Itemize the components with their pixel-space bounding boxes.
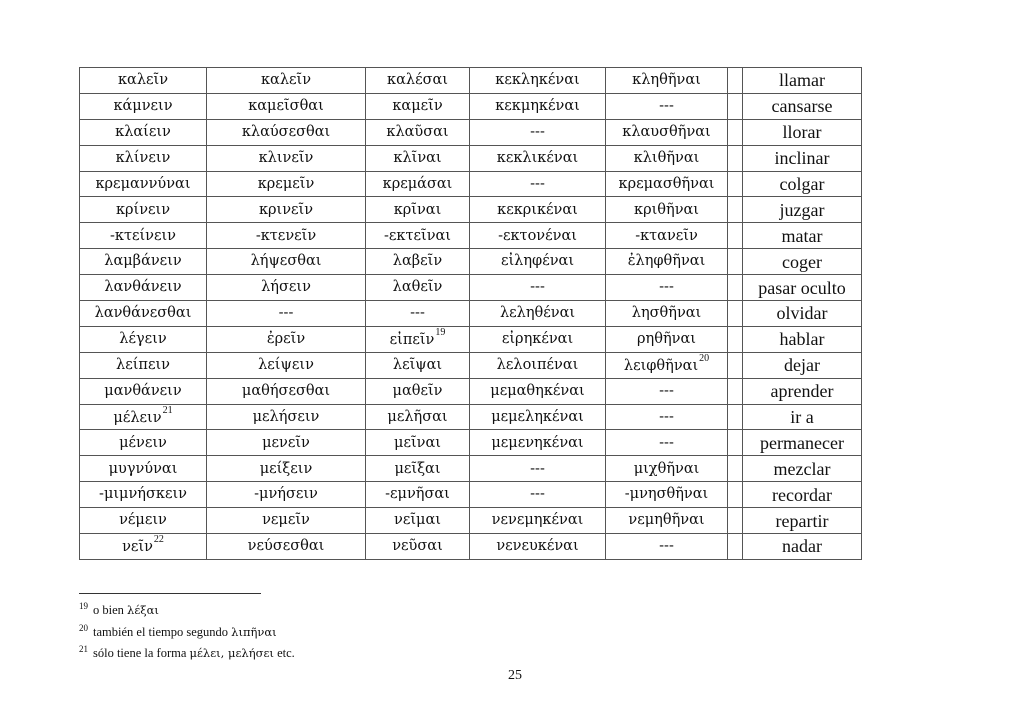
empty-cell (728, 482, 743, 508)
aorist-passive-infinitive-cell (606, 378, 728, 404)
empty-cell (728, 378, 743, 404)
future-infinitive-cell (207, 326, 366, 352)
cell-text: μαθεῖν (392, 382, 443, 399)
empty-cell (728, 171, 743, 197)
perfect-infinitive-cell (470, 326, 606, 352)
table-row (80, 275, 862, 301)
empty-cell (728, 197, 743, 223)
cell-text: καλεῖν (260, 72, 312, 89)
table-row (80, 456, 862, 482)
empty-cell (728, 326, 743, 352)
present-infinitive-cell (80, 171, 207, 197)
footnotes (79, 598, 295, 663)
future-infinitive-cell (207, 301, 366, 327)
cell-text: aprender (770, 381, 834, 402)
cell-text: καμεῖν (392, 98, 443, 115)
cell-text: κλαῦσαι (386, 123, 449, 140)
footnote-ref[interactable]: 22 (153, 534, 164, 546)
spanish-meaning-cell (743, 378, 862, 404)
aorist-passive-infinitive-cell (606, 301, 728, 327)
table-row (80, 223, 862, 249)
cell-text: μανθάνειν (104, 382, 182, 399)
cell-text: mezclar (773, 458, 831, 479)
cell-text: λήσειν (261, 279, 311, 296)
present-infinitive-cell (80, 249, 207, 275)
perfect-infinitive-cell (470, 68, 606, 94)
cell-text: κριθῆναι (634, 201, 699, 218)
cell-text: νεύσεσθαι (247, 538, 325, 555)
cell-text: μεῖναι (394, 434, 441, 451)
present-infinitive-cell (80, 508, 207, 534)
footnote-number: 21 (79, 644, 88, 655)
spanish-meaning-cell (743, 68, 862, 94)
cell-text: pasar oculto (758, 277, 846, 298)
aorist-infinitive-cell (366, 430, 470, 456)
cell-text: νεμηθῆναι (628, 512, 705, 529)
footnote-text: también el tiempo segundo (93, 624, 229, 639)
present-infinitive-cell (80, 430, 207, 456)
cell-text: llamar (779, 70, 825, 91)
aorist-passive-infinitive-cell (606, 352, 728, 378)
future-infinitive-cell (207, 93, 366, 119)
footnote-20 (79, 620, 295, 642)
table-row (80, 119, 862, 145)
perfect-infinitive-cell (470, 534, 606, 560)
empty-cell (728, 145, 743, 171)
cell-text: κλινεῖν (258, 149, 314, 166)
cell-text: colgar (779, 174, 825, 194)
aorist-passive-infinitive-cell (606, 223, 728, 249)
cell-text: κεκληκέναι (495, 72, 580, 89)
perfect-infinitive-cell (470, 508, 606, 534)
cell-text: --- (659, 279, 674, 296)
footnote-21 (79, 641, 295, 663)
future-infinitive-cell (207, 223, 366, 249)
empty-cell (728, 275, 743, 301)
cell-text: καμεῖσθαι (248, 98, 324, 115)
aorist-infinitive-cell (366, 275, 470, 301)
cell-text: -μνήσειν (254, 486, 318, 503)
spanish-meaning-cell (743, 508, 862, 534)
cell-text: μιχθῆναι (633, 460, 700, 477)
empty-cell (728, 249, 743, 275)
future-infinitive-cell (207, 508, 366, 534)
cell-text: permanecer (760, 432, 844, 453)
aorist-passive-infinitive-cell (606, 171, 728, 197)
cell-text: recordar (772, 484, 832, 505)
aorist-passive-infinitive-cell (606, 197, 728, 223)
cell-text: repartir (775, 510, 829, 531)
cell-text: κάμνειν (113, 98, 173, 115)
perfect-infinitive-cell (470, 482, 606, 508)
aorist-infinitive-cell (366, 68, 470, 94)
cell-text: κρεμάσαι (382, 175, 453, 192)
cell-text: --- (410, 305, 425, 322)
future-infinitive-cell (207, 145, 366, 171)
present-infinitive-cell (80, 197, 207, 223)
cell-text: κρεμεῖν (257, 175, 315, 192)
empty-cell (728, 404, 743, 430)
cell-text: ἐληφθῆναι (627, 253, 706, 270)
cell-text: coger (782, 251, 822, 272)
empty-cell (728, 534, 743, 560)
present-infinitive-cell (80, 275, 207, 301)
empty-cell (728, 93, 743, 119)
empty-cell (728, 301, 743, 327)
future-infinitive-cell (207, 404, 366, 430)
cell-text: μείξειν (259, 460, 313, 477)
present-infinitive-cell (80, 456, 207, 482)
aorist-passive-infinitive-cell (606, 326, 728, 352)
spanish-meaning-cell (743, 119, 862, 145)
empty-cell (728, 430, 743, 456)
cell-text: -κτανεῖν (635, 227, 698, 244)
present-infinitive-cell (80, 223, 207, 249)
cell-text: -εκτεῖναι (384, 227, 451, 244)
table-row (80, 93, 862, 119)
cell-text: μυγνύναι (108, 460, 178, 477)
aorist-passive-infinitive-cell (606, 430, 728, 456)
aorist-passive-infinitive-cell (606, 93, 728, 119)
cell-text: μεμενηκέναι (491, 434, 584, 451)
cell-text: μενεῖν (262, 434, 310, 451)
cell-text: κλίνειν (115, 149, 171, 166)
empty-cell (728, 352, 743, 378)
cell-text: nadar (782, 536, 822, 557)
spanish-meaning-cell (743, 249, 862, 275)
cell-text: --- (659, 382, 674, 399)
table-row (80, 378, 862, 404)
cell-text: ir a (790, 407, 814, 428)
cell-text: λείψειν (258, 356, 314, 373)
perfect-infinitive-cell (470, 352, 606, 378)
cell-text: -εμνῆσαι (385, 486, 450, 503)
cell-text: --- (659, 408, 674, 425)
table-row (80, 508, 862, 534)
cell-text: κλιθῆναι (633, 149, 700, 166)
perfect-infinitive-cell (470, 456, 606, 482)
cell-text: νεῦσαι (392, 538, 443, 555)
cell-text: νενευκέναι (496, 538, 579, 555)
aorist-passive-infinitive-cell (606, 68, 728, 94)
cell-text: εἰρηκέναι (501, 331, 574, 348)
present-infinitive-cell (80, 68, 207, 94)
cell-text: λέγειν (119, 331, 167, 348)
cell-text: μεῖξαι (394, 460, 441, 477)
cell-text: μελήσειν (252, 408, 320, 425)
cell-text: -μνησθῆναι (624, 486, 709, 503)
cell-text: κεκλικέναι (496, 149, 579, 166)
future-infinitive-cell (207, 249, 366, 275)
footnote-greek: λιπῆναι (231, 624, 277, 639)
cell-text: --- (530, 123, 545, 140)
cell-text: λαμβάνειν (104, 253, 182, 270)
future-infinitive-cell (207, 352, 366, 378)
future-infinitive-cell (207, 119, 366, 145)
aorist-infinitive-cell (366, 326, 470, 352)
aorist-infinitive-cell (366, 508, 470, 534)
cell-text: λανθάνειν (104, 279, 182, 296)
table-row (80, 352, 862, 378)
future-infinitive-cell (207, 275, 366, 301)
empty-cell (728, 68, 743, 94)
cell-text: llorar (782, 122, 822, 143)
table-row (80, 171, 862, 197)
cell-text: κλαύσεσθαι (241, 123, 331, 140)
aorist-infinitive-cell (366, 223, 470, 249)
cell-text: κλαίειν (115, 123, 171, 140)
footnote-text: sólo tiene la forma (93, 646, 187, 661)
perfect-infinitive-cell (470, 301, 606, 327)
aorist-passive-infinitive-cell (606, 145, 728, 171)
future-infinitive-cell (207, 171, 366, 197)
perfect-infinitive-cell (470, 93, 606, 119)
aorist-infinitive-cell (366, 145, 470, 171)
footnote-number: 19 (79, 601, 88, 611)
cell-text: λειφθῆναι (623, 357, 699, 374)
present-infinitive-cell (80, 301, 207, 327)
cell-text: juzgar (779, 199, 825, 220)
footnote-divider (79, 593, 261, 594)
spanish-meaning-cell (743, 197, 862, 223)
aorist-infinitive-cell (366, 534, 470, 560)
spanish-meaning-cell (743, 456, 862, 482)
cell-text: λεληθέναι (499, 305, 576, 322)
aorist-passive-infinitive-cell (606, 119, 728, 145)
cell-text: λείπειν (116, 356, 170, 373)
aorist-infinitive-cell (366, 301, 470, 327)
cell-text: λελοιπέναι (496, 356, 579, 373)
cell-text: κρεμαννύναι (95, 175, 191, 192)
cell-text: --- (278, 305, 294, 322)
cell-text: καλέσαι (387, 72, 448, 89)
spanish-meaning-cell (743, 430, 862, 456)
aorist-infinitive-cell (366, 93, 470, 119)
future-infinitive-cell (207, 197, 366, 223)
aorist-infinitive-cell (366, 119, 470, 145)
cell-text: inclinar (774, 148, 830, 169)
cell-text: λησθῆναι (631, 305, 702, 322)
footnote-greek: μέλει, μελήσει (189, 646, 274, 661)
cell-text: καλεῖν (117, 72, 169, 89)
perfect-infinitive-cell (470, 145, 606, 171)
table-row (80, 430, 862, 456)
present-infinitive-cell (80, 93, 207, 119)
spanish-meaning-cell (743, 145, 862, 171)
cell-text: μένειν (119, 434, 167, 451)
cell-text: cansarse (771, 96, 833, 117)
cell-text: dejar (784, 355, 820, 376)
perfect-infinitive-cell (470, 430, 606, 456)
cell-text: --- (530, 486, 545, 503)
table-row (80, 534, 862, 560)
perfect-infinitive-cell (470, 249, 606, 275)
cell-text: κρῖναι (393, 201, 442, 218)
cell-text: --- (659, 434, 674, 451)
cell-text: λαθεῖν (392, 279, 443, 296)
cell-text: κληθῆναι (632, 72, 701, 89)
cell-text: olvidar (776, 303, 828, 324)
present-infinitive-cell (80, 145, 207, 171)
empty-cell (728, 456, 743, 482)
future-infinitive-cell (207, 482, 366, 508)
spanish-meaning-cell (743, 482, 862, 508)
footnote-19 (79, 598, 295, 620)
cell-text: -κτενεῖν (255, 227, 317, 244)
cell-text: εἰπεῖν (389, 332, 435, 349)
spanish-meaning-cell (743, 326, 862, 352)
aorist-passive-infinitive-cell (606, 456, 728, 482)
table-row (80, 482, 862, 508)
empty-cell (728, 223, 743, 249)
cell-text: μεμεληκέναι (491, 408, 584, 425)
footnote-number: 20 (79, 622, 88, 633)
aorist-infinitive-cell (366, 378, 470, 404)
table-row (80, 249, 862, 275)
present-infinitive-cell (80, 119, 207, 145)
aorist-infinitive-cell (366, 482, 470, 508)
aorist-passive-infinitive-cell (606, 249, 728, 275)
table-row (80, 145, 862, 171)
footnote-tail: etc. (277, 646, 295, 661)
cell-text: --- (530, 460, 545, 477)
cell-text: --- (659, 98, 674, 115)
spanish-meaning-cell (743, 301, 862, 327)
footnote-ref[interactable]: 19 (435, 327, 446, 339)
future-infinitive-cell (207, 456, 366, 482)
aorist-passive-infinitive-cell (606, 482, 728, 508)
aorist-passive-infinitive-cell (606, 275, 728, 301)
cell-text: κρινεῖν (258, 201, 314, 218)
empty-cell (728, 508, 743, 534)
cell-text: μαθήσεσθαι (241, 382, 331, 399)
perfect-infinitive-cell (470, 404, 606, 430)
cell-text: ἐρεῖν (266, 331, 306, 348)
table-row (80, 404, 862, 430)
cell-text: μελῆσαι (387, 408, 448, 425)
cell-text: νεῖν (122, 539, 153, 556)
empty-cell (728, 119, 743, 145)
aorist-passive-infinitive-cell (606, 404, 728, 430)
cell-text: --- (659, 538, 674, 555)
cell-text: νενεμηκέναι (491, 512, 584, 529)
spanish-meaning-cell (743, 93, 862, 119)
cell-text: -κτείνειν (109, 227, 176, 244)
cell-text: κεκρικέναι (497, 201, 578, 218)
page-number: 25 (508, 668, 522, 683)
present-infinitive-cell (80, 378, 207, 404)
cell-text: νέμειν (119, 512, 167, 529)
aorist-infinitive-cell (366, 404, 470, 430)
cell-text: ρηθῆναι (637, 331, 696, 348)
spanish-meaning-cell (743, 223, 862, 249)
present-infinitive-cell (80, 352, 207, 378)
aorist-infinitive-cell (366, 456, 470, 482)
future-infinitive-cell (207, 534, 366, 560)
verb-table-body (80, 68, 862, 560)
spanish-meaning-cell (743, 275, 862, 301)
cell-text: κλῖναι (393, 149, 442, 166)
cell-text: κλαυσθῆναι (622, 123, 711, 140)
cell-text: λαβεῖν (392, 253, 443, 270)
aorist-infinitive-cell (366, 249, 470, 275)
future-infinitive-cell (207, 378, 366, 404)
aorist-infinitive-cell (366, 352, 470, 378)
cell-text: -μιμνήσκειν (99, 486, 187, 503)
table-row (80, 301, 862, 327)
table-row (80, 326, 862, 352)
aorist-passive-infinitive-cell (606, 534, 728, 560)
footnote-text: o bien (93, 603, 124, 618)
cell-text: μεμαθηκέναι (490, 382, 585, 399)
future-infinitive-cell (207, 68, 366, 94)
cell-text: matar (781, 225, 823, 246)
cell-text: εἰληφέναι (500, 253, 575, 270)
cell-text: κεκμηκέναι (495, 98, 580, 115)
cell-text: νεμεῖν (262, 512, 310, 529)
spanish-meaning-cell (743, 534, 862, 560)
perfect-infinitive-cell (470, 171, 606, 197)
cell-text: -εκτονέναι (498, 227, 577, 244)
footnote-ref[interactable]: 20 (699, 353, 710, 365)
footnote-greek: λέξαι (127, 603, 159, 618)
perfect-infinitive-cell (470, 378, 606, 404)
future-infinitive-cell (207, 430, 366, 456)
present-infinitive-cell (80, 326, 207, 352)
cell-text: λήψεσθαι (250, 253, 322, 270)
cell-text: κρίνειν (115, 201, 171, 218)
spanish-meaning-cell (743, 171, 862, 197)
cell-text: --- (530, 279, 545, 296)
present-infinitive-cell (80, 534, 207, 560)
spanish-meaning-cell (743, 352, 862, 378)
footnote-ref[interactable]: 21 (162, 404, 173, 416)
table-row (80, 68, 862, 94)
cell-text: hablar (779, 329, 825, 350)
aorist-infinitive-cell (366, 171, 470, 197)
perfect-infinitive-cell (470, 223, 606, 249)
cell-text: κρεμασθῆναι (618, 175, 715, 192)
aorist-infinitive-cell (366, 197, 470, 223)
cell-text: νεῖμαι (394, 512, 441, 529)
cell-text: --- (530, 175, 545, 192)
present-infinitive-cell (80, 404, 207, 430)
present-infinitive-cell (80, 482, 207, 508)
perfect-infinitive-cell (470, 119, 606, 145)
spanish-meaning-cell (743, 404, 862, 430)
aorist-passive-infinitive-cell (606, 508, 728, 534)
verb-table (79, 67, 862, 560)
table-row (80, 197, 862, 223)
perfect-infinitive-cell (470, 197, 606, 223)
cell-text: μέλειν (113, 409, 162, 426)
perfect-infinitive-cell (470, 275, 606, 301)
cell-text: λεῖψαι (392, 356, 443, 373)
cell-text: λανθάνεσθαι (94, 305, 192, 322)
